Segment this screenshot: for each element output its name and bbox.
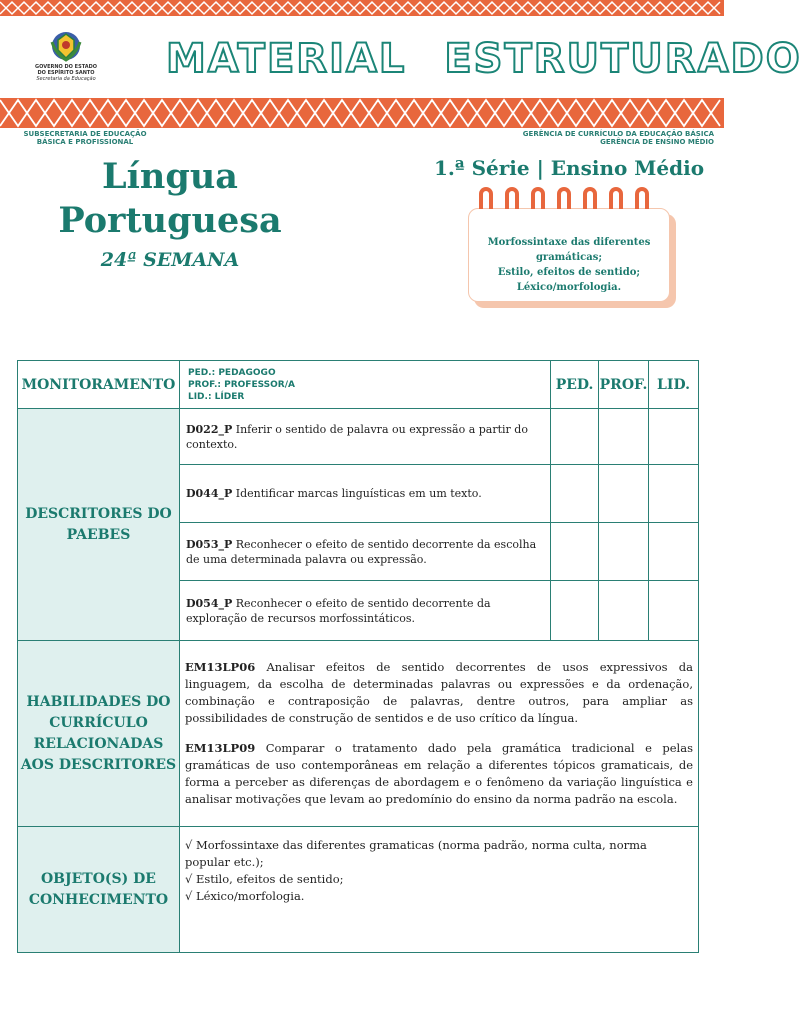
descritor-code: D022_P xyxy=(185,422,233,436)
gerencia-label xyxy=(494,130,714,146)
ring-icon xyxy=(609,187,623,209)
ring-icon xyxy=(583,187,597,209)
role-legend xyxy=(179,361,550,409)
habilidades-cell xyxy=(179,641,698,827)
sub-right-line-2: GERÊNCIA DE ENSINO MÉDIO xyxy=(600,138,714,146)
descritor-text: Identificar marcas linguísticas em um texto. xyxy=(232,487,482,500)
table-row xyxy=(18,827,699,953)
logo-line-3: Secretaria da Educação xyxy=(36,76,96,82)
subject-line-1: Língua xyxy=(102,156,238,197)
habilidade-code: EM13LP09 xyxy=(184,741,256,755)
monitoring-table xyxy=(17,360,699,953)
descritor-cell xyxy=(179,581,550,641)
check-cell-ped[interactable] xyxy=(551,523,599,581)
habilidade-text: Analisar efeitos de sentido decorrentes de usos expressivos da linguagem, da escolha de determinadas palavras ou expressões e da ordenação, combinação e contraposição de palavras, dentre outros, para ampliar as possibilidades de construção de sentidos e de uso crítico da língua. xyxy=(184,660,693,725)
descritor-code: D044_P xyxy=(185,487,233,500)
logo-line-1: GOVERNO DO ESTADO xyxy=(35,64,97,70)
notebook-rings xyxy=(479,187,649,209)
legend-item: PED.: PEDAGOGO xyxy=(187,367,276,378)
subsecretaria-label xyxy=(10,130,160,146)
objeto-item: √ Léxico/morfologia. xyxy=(184,889,305,903)
notebook-card xyxy=(468,208,676,308)
ring-icon xyxy=(531,187,545,209)
topic-line: gramáticas; xyxy=(535,252,603,263)
check-cell-ped[interactable] xyxy=(551,409,599,465)
week-label: 24ª SEMANA xyxy=(100,249,240,271)
descritor-cell xyxy=(179,523,550,581)
state-logo xyxy=(28,28,104,82)
coat-of-arms-icon xyxy=(48,28,84,64)
ring-icon xyxy=(557,187,571,209)
check-cell-prof[interactable] xyxy=(599,523,649,581)
objetos-cell xyxy=(179,827,698,953)
ring-icon xyxy=(479,187,493,209)
col-lid: LID. xyxy=(649,361,699,409)
notebook-topics xyxy=(473,235,665,295)
descritor-cell xyxy=(179,409,550,465)
check-cell-lid[interactable] xyxy=(649,581,699,641)
descritor-text: Inferir o sentido de palavra ou expressão a partir do contexto. xyxy=(185,422,528,451)
col-ped: PED. xyxy=(551,361,599,409)
check-cell-ped[interactable] xyxy=(551,465,599,523)
objetos-label: OBJETO(S) DE CONHECIMENTO xyxy=(18,827,180,953)
table-row xyxy=(18,409,699,465)
middle-decorative-band xyxy=(0,98,724,128)
objeto-item: √ Estilo, efeitos de sentido; xyxy=(184,872,344,886)
logo-line-2: DO ESPÍRITO SANTO xyxy=(37,70,95,76)
monitoramento-label: MONITORAMENTO xyxy=(18,361,180,409)
check-cell-lid[interactable] xyxy=(649,409,699,465)
sub-left-line-1: SUBSECRETARIA DE EDUCAÇÃO xyxy=(23,130,147,138)
check-cell-lid[interactable] xyxy=(649,523,699,581)
descritor-code: D053_P xyxy=(185,537,233,551)
legend-item: LID.: LÍDER xyxy=(187,391,245,402)
habilidade-code: EM13LP06 xyxy=(184,660,256,674)
habilidades-label: HABILIDADES DO CURRÍCULO RELACIONADAS AOS DESCRITORES xyxy=(18,641,180,827)
sub-right-line-1: GERÊNCIA DE CURRÍCULO DA EDUCAÇÃO BÁSICA xyxy=(522,130,714,138)
habilidade-paragraph xyxy=(185,740,693,808)
ring-icon xyxy=(505,187,519,209)
topic-line: Estilo, efeitos de sentido; xyxy=(497,267,641,278)
table-header-row xyxy=(18,361,699,409)
table-row xyxy=(18,641,699,827)
habilidade-paragraph xyxy=(185,659,693,727)
sub-left-line-2: BÁSICA E PROFISSIONAL xyxy=(36,138,134,146)
topic-line: Morfossintaxe das diferentes xyxy=(487,237,651,248)
check-cell-lid[interactable] xyxy=(649,465,699,523)
descritores-label: DESCRITORES DO PAEBES xyxy=(18,409,180,641)
topic-line: Léxico/morfologia. xyxy=(516,282,622,293)
objeto-item: √ Morfossintaxe das diferentes gramaticas (norma padrão, norma culta, norma popular etc.); xyxy=(184,838,647,869)
check-cell-ped[interactable] xyxy=(551,581,599,641)
descritor-cell xyxy=(179,465,550,523)
ring-icon xyxy=(635,187,649,209)
check-cell-prof[interactable] xyxy=(599,465,649,523)
legend-item: PROF.: PROFESSOR/A xyxy=(187,379,295,390)
col-prof: PROF. xyxy=(599,361,649,409)
banner-title: MATERIAL ESTRUTURADO xyxy=(166,36,802,82)
subject-title xyxy=(40,155,300,271)
notebook-page xyxy=(468,208,670,302)
grade-level: 1.ª Série | Ensino Médio xyxy=(434,156,705,180)
top-decorative-band xyxy=(0,0,724,16)
check-cell-prof[interactable] xyxy=(599,409,649,465)
subject-line-2: Portuguesa xyxy=(58,200,282,241)
descritor-text: Reconhecer o efeito de sentido decorrente da escolha de uma determinada palavra ou expressão. xyxy=(185,537,537,566)
habilidade-text: Comparar o tratamento dado pela gramática tradicional e pelas gramáticas de uso contemporâneas em relação a diferentes tópicos gramaticais, de forma a perceber as diferenças de abordagem e o fenômeno da variação linguística e analisar motivações que levam ao predomínio do ensino da norma padrão na escola. xyxy=(184,741,693,806)
descritor-text: Reconhecer o efeito de sentido decorrente da exploração de recursos morfossintáticos. xyxy=(185,596,491,625)
check-cell-prof[interactable] xyxy=(599,581,649,641)
descritor-code: D054_P xyxy=(185,596,233,610)
